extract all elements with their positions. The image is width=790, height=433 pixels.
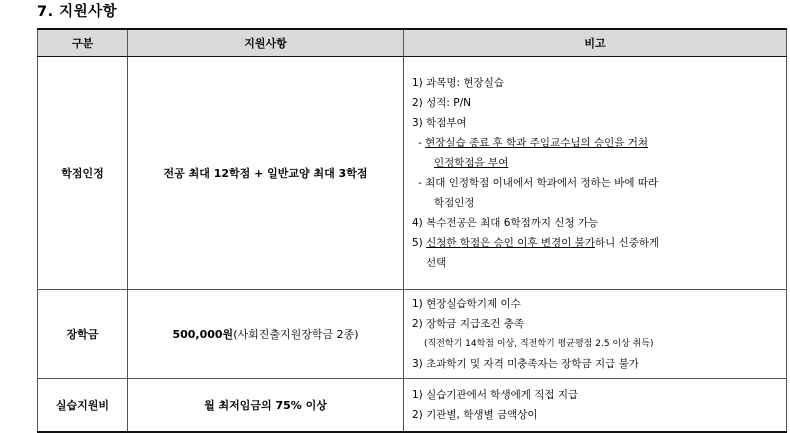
header-support: 지원사항 [128,29,404,57]
note-line: - 최대 인정학점 이내에서 학과에서 정하는 바에 따라 [418,177,659,189]
row-notes [404,379,787,433]
note-line: 3) 학점부여 [412,117,467,129]
row-support: 월 최저임금의 75% 이상 [128,379,404,433]
table-row [38,290,787,379]
table-row [38,57,787,290]
underlined-note: 인정학점을 부여 [434,157,509,169]
note-line: 5) 신청한 학점은 승인 이후 변경이 불가하니 신중하게 [412,237,660,249]
row-category: 장학금 [38,290,128,379]
header-notes: 비고 [404,29,787,57]
note-line: 선택 [426,257,447,269]
table-header-row [38,29,787,57]
support-table [37,28,787,433]
header-category: 구분 [38,29,128,57]
underlined-note: 현장실습 종료 후 학과 주임교수님의 승인을 거쳐 [425,137,649,149]
row-notes [404,57,787,290]
scholarship-amount: 500,000원 [172,328,234,341]
note-line [412,153,778,173]
table-row [38,379,787,433]
note-line: 2) 장학금 지급조건 충족 [412,318,525,330]
note-line: 1) 실습기관에서 학생에게 직접 지급 [412,389,579,401]
underlined-note: 신청한 학점은 승인 이후 변경이 불가 [426,237,595,249]
row-support [128,290,404,379]
note-line: (직전학기 14학점 이상, 직전학기 평균평점 2.5 이상 취득) [424,339,654,349]
note-line: - 현장실습 종료 후 학과 주임교수님의 승인을 거쳐 [418,137,649,149]
note-line: 학점인정 [434,197,475,209]
note-line: 1) 과목명: 현장실습 [412,77,504,89]
note-line: 2) 기관별, 학생별 금액상이 [412,409,538,421]
row-category: 실습지원비 [38,379,128,433]
note-line: 1) 현장실습학기제 이수 [412,298,521,310]
row-category: 학점인정 [38,57,128,290]
row-notes [404,290,787,379]
note-line: 3) 초과학기 및 자격 미충족자는 장학금 지급 불가 [412,358,639,370]
row-support: 전공 최대 12학점 + 일반교양 최대 3학점 [128,57,404,290]
scholarship-name: (사회진출지원장학금 2종) [233,328,359,341]
note-line: 2) 성적: P/N [412,97,471,109]
section-title: 7. 지원사항 [37,4,118,20]
note-line: 4) 복수전공은 최대 6학점까지 신청 가능 [412,217,599,229]
